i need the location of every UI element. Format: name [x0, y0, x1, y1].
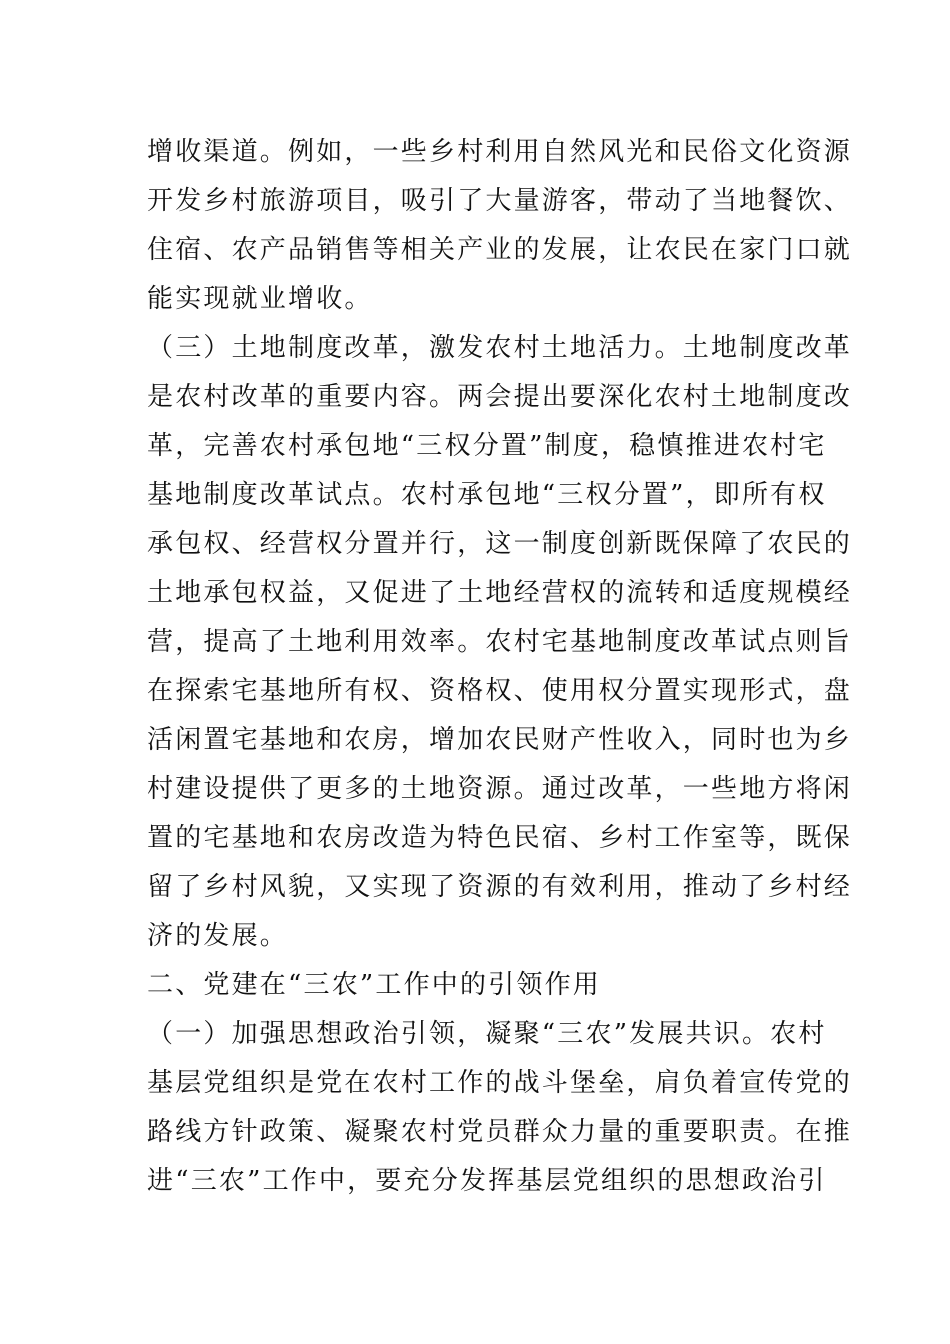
text-line: 是农村改革的重要内容。两会提出要深化农村土地制度改: [147, 382, 853, 412]
heading-text: 二、党建在“三农”工作中的引领作用: [147, 970, 601, 1000]
text-line: 革，完善农村承包地“三权分置”制度，稳慎推进农村宅: [147, 431, 827, 461]
text-line: 活闲置宅基地和农房，增加农民财产性收入，同时也为乡: [147, 725, 853, 755]
section-heading: [147, 961, 807, 1010]
text-line: 基地制度改革试点。农村承包地“三权分置”，即所有权: [147, 480, 827, 510]
text-line: 住宿、农产品销售等相关产业的发展，让农民在家门口就: [147, 235, 853, 265]
text-line: 济的发展。: [147, 921, 289, 951]
text-line: 营，提高了土地利用效率。农村宅基地制度改革试点则旨: [147, 627, 853, 657]
paragraph-income-channels: [147, 128, 853, 324]
text-line: 路线方针政策、凝聚农村党员群众力量的重要职责。在推: [147, 1117, 853, 1147]
text-line: 承包权、经营权分置并行，这一制度创新既保障了农民的: [147, 529, 853, 559]
text-line: 土地承包权益，又促进了土地经营权的流转和适度规模经: [147, 578, 853, 608]
paragraph-ideology: [147, 1010, 853, 1206]
text-line: 在探索宅基地所有权、资格权、使用权分置实现形式，盘: [147, 676, 853, 706]
text-line: 村建设提供了更多的土地资源。通过改革，一些地方将闲: [147, 774, 853, 804]
text-line: 留了乡村风貌，又实现了资源的有效利用，推动了乡村经: [147, 872, 853, 902]
document-body: [147, 128, 853, 1206]
text-line: 增收渠道。例如，一些乡村利用自然风光和民俗文化资源: [147, 137, 853, 167]
paragraph-land-reform: [147, 324, 853, 961]
text-line: 基层党组织是党在农村工作的战斗堡垒，肩负着宣传党的: [147, 1068, 853, 1098]
text-line: （一）加强思想政治引领，凝聚“三农”发展共识。农村: [147, 1019, 827, 1049]
text-line: 开发乡村旅游项目，吸引了大量游客，带动了当地餐饮、: [147, 186, 853, 216]
text-line: 进“三农”工作中，要充分发挥基层党组织的思想政治引: [147, 1166, 827, 1196]
text-line: 置的宅基地和农房改造为特色民宿、乡村工作室等，既保: [147, 823, 853, 853]
text-line: （三）土地制度改革，激发农村土地活力。土地制度改革: [147, 333, 853, 363]
text-line: 能实现就业增收。: [147, 284, 373, 314]
